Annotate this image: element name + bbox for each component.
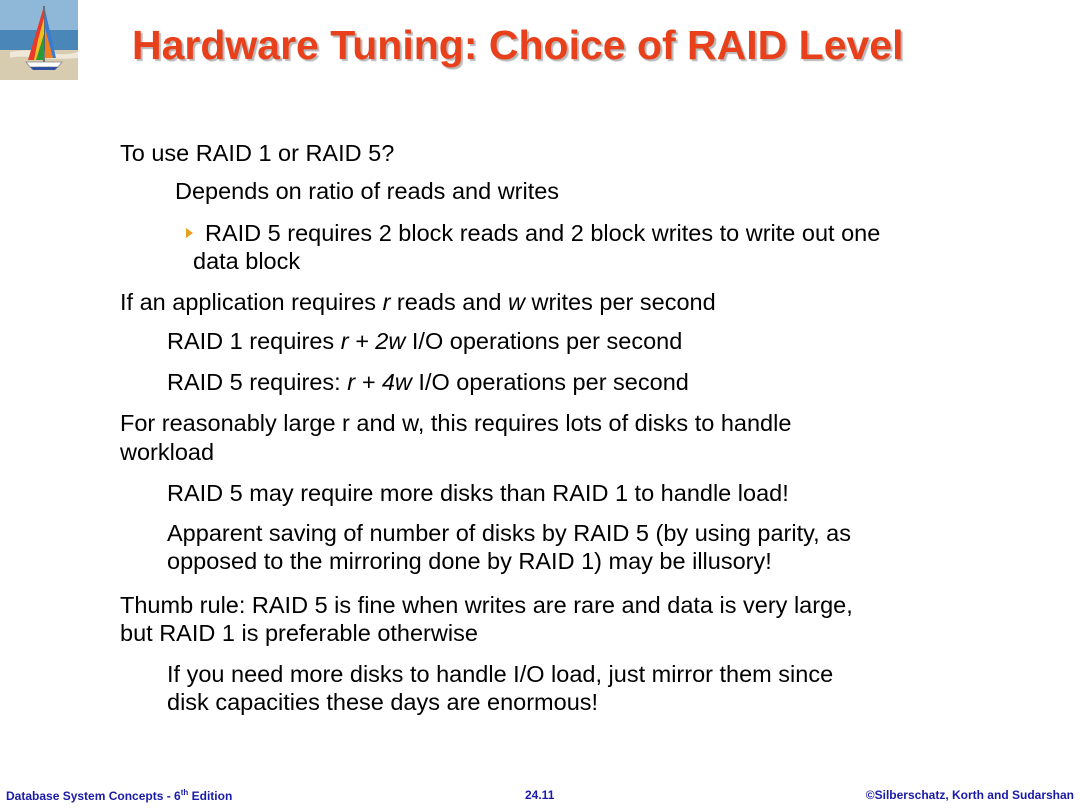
sub-depends: Depends on ratio of reads and writes: [175, 178, 560, 204]
text-segment: I/O operations per second: [411, 369, 689, 395]
formula: r + 2w: [340, 328, 406, 354]
subsub-raid5-requires-line2: data block: [193, 248, 301, 274]
arrow-bullet-icon: [186, 228, 193, 238]
variable-r: r: [382, 289, 391, 315]
bullet-thumb-rule-line2: but RAID 1 is preferable otherwise: [120, 620, 478, 646]
text-segment: If an application requires: [120, 289, 383, 315]
sub-apparent-saving-line2: opposed to the mirroring done by RAID 1) may be illusory!: [167, 548, 772, 574]
text-segment: reads and: [390, 289, 508, 315]
bullet-raid-question: To use RAID 1 or RAID 5?: [120, 140, 395, 166]
text-segment: Edition: [188, 789, 233, 803]
formula: r + 4w: [347, 369, 412, 395]
sub-mirror-line1: If you need more disks to handle I/O load, just mirror them since: [167, 661, 834, 687]
footer-book-title: [6, 788, 232, 803]
sub-apparent-saving-line1: Apparent saving of number of disks by RAID 5 (by using parity, as: [167, 520, 852, 546]
sub-raid1-formula: [167, 328, 682, 355]
sub-mirror-line2: disk capacities these days are enormous!: [167, 689, 599, 715]
bullet-large-rw-line1: For reasonably large r and w, this requires lots of disks to handle: [120, 410, 792, 436]
text-segment: I/O operations per second: [405, 328, 683, 354]
text-segment: Database System Concepts - 6: [6, 789, 181, 803]
text-segment: RAID 1 requires: [167, 328, 341, 354]
slide-title: Hardware Tuning: Choice of RAID Level: [132, 22, 904, 68]
bullet-large-rw-line2: workload: [120, 439, 215, 465]
text-segment: writes per second: [524, 289, 716, 315]
sub-more-disks: RAID 5 may require more disks than RAID 1 to handle load!: [167, 480, 789, 506]
footer-page-number: 24.11: [525, 788, 555, 802]
footer-copyright: ©Silberschatz, Korth and Sudarshan: [865, 788, 1074, 802]
text-segment: RAID 5 requires:: [167, 369, 348, 395]
variable-w: w: [508, 289, 525, 315]
sub-raid5-formula: [167, 369, 689, 396]
bullet-application-requires: [120, 289, 716, 316]
bullet-thumb-rule-line1: Thumb rule: RAID 5 is fine when writes are rare and data is very large,: [120, 592, 853, 618]
subsub-raid5-requires-line1: RAID 5 requires 2 block reads and 2 block writes to write out one: [205, 220, 881, 246]
superscript: th: [180, 788, 189, 797]
